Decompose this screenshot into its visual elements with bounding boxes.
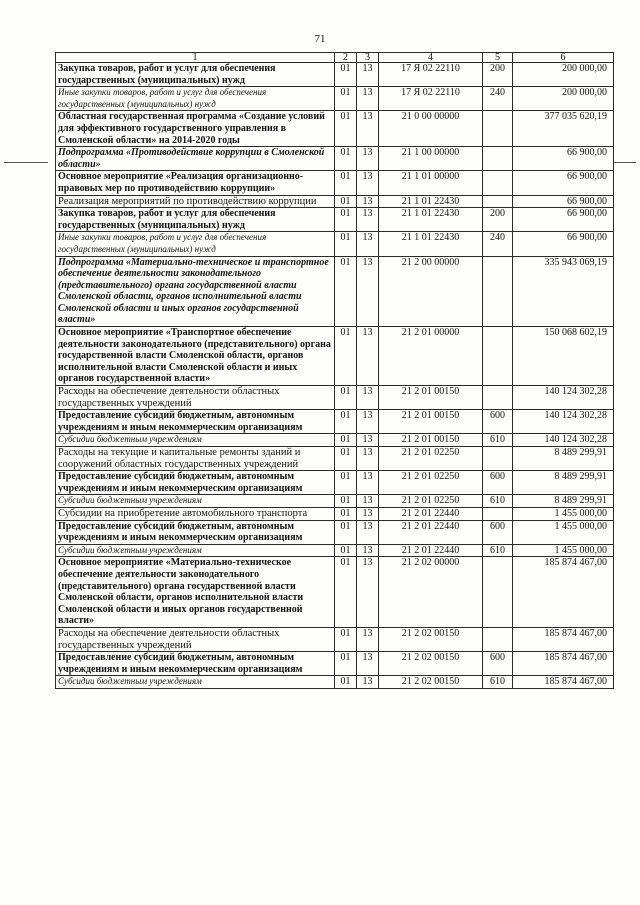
amount: 140 124 302,28 bbox=[513, 434, 614, 447]
target-article-code: 21 2 02 00000 bbox=[379, 557, 483, 628]
target-article-code: 21 2 01 02250 bbox=[379, 471, 483, 495]
table-row bbox=[56, 627, 614, 651]
section-code: 01 bbox=[335, 447, 357, 471]
subsection-code: 13 bbox=[357, 495, 379, 508]
amount: 66 900,00 bbox=[513, 208, 614, 232]
expense-type-code: 600 bbox=[483, 471, 513, 495]
table-row bbox=[56, 495, 614, 508]
expense-type-code bbox=[483, 256, 513, 327]
subsection-code: 13 bbox=[357, 386, 379, 410]
expense-type-code: 200 bbox=[483, 63, 513, 87]
section-code: 01 bbox=[335, 386, 357, 410]
subsection-code: 13 bbox=[357, 63, 379, 87]
amount: 1 455 000,00 bbox=[513, 507, 614, 520]
subsection-code: 13 bbox=[357, 447, 379, 471]
expense-type-code bbox=[483, 195, 513, 208]
row-description: Основное мероприятие «Реализация организационно-правовых мер по противодействию коррупции» bbox=[56, 171, 335, 195]
subsection-code: 13 bbox=[357, 208, 379, 232]
table-row bbox=[56, 327, 614, 386]
table-row bbox=[56, 507, 614, 520]
table-row bbox=[56, 544, 614, 557]
amount: 8 489 299,91 bbox=[513, 447, 614, 471]
expense-type-code: 240 bbox=[483, 232, 513, 256]
table-row bbox=[56, 410, 614, 434]
expense-type-code: 610 bbox=[483, 495, 513, 508]
table-row bbox=[56, 520, 614, 544]
section-code: 01 bbox=[335, 434, 357, 447]
section-code: 01 bbox=[335, 652, 357, 676]
target-article-code: 21 2 01 02250 bbox=[379, 447, 483, 471]
margin-mark bbox=[614, 162, 636, 163]
row-description: Подпрограмма «Материально-техническое и транспортное обеспечение деятельности законодательного (представительного) органа государственной власти Смоленской области, органов исполнительной власти Смоленской области и иных органов государственной власти» bbox=[56, 256, 335, 327]
amount: 8 489 299,91 bbox=[513, 471, 614, 495]
amount: 66 900,00 bbox=[513, 171, 614, 195]
row-description: Иные закупки товаров, работ и услуг для обеспечения государственных (муниципальных) нужд bbox=[56, 232, 335, 256]
row-description: Субсидии бюджетным учреждениям bbox=[56, 434, 335, 447]
subsection-code: 13 bbox=[357, 676, 379, 689]
subsection-code: 13 bbox=[357, 195, 379, 208]
amount: 1 455 000,00 bbox=[513, 544, 614, 557]
target-article-code: 21 1 01 22430 bbox=[379, 208, 483, 232]
expense-type-code bbox=[483, 147, 513, 171]
amount: 185 874 467,00 bbox=[513, 627, 614, 651]
amount: 140 124 302,28 bbox=[513, 410, 614, 434]
amount: 335 943 069,19 bbox=[513, 256, 614, 327]
table-row bbox=[56, 471, 614, 495]
amount: 66 900,00 bbox=[513, 232, 614, 256]
subsection-code: 13 bbox=[357, 147, 379, 171]
column-header: 5 bbox=[483, 53, 513, 63]
section-code: 01 bbox=[335, 208, 357, 232]
row-description: Предоставление субсидий бюджетным, автономным учреждениям и иным некоммерческим организациям bbox=[56, 520, 335, 544]
target-article-code: 21 2 01 00000 bbox=[379, 327, 483, 386]
section-code: 01 bbox=[335, 495, 357, 508]
amount: 66 900,00 bbox=[513, 195, 614, 208]
table-row bbox=[56, 447, 614, 471]
expense-type-code: 610 bbox=[483, 676, 513, 689]
expense-type-code bbox=[483, 327, 513, 386]
target-article-code: 21 1 01 00000 bbox=[379, 171, 483, 195]
section-code: 01 bbox=[335, 507, 357, 520]
target-article-code: 21 2 01 22440 bbox=[379, 544, 483, 557]
amount: 8 489 299,91 bbox=[513, 495, 614, 508]
amount: 66 900,00 bbox=[513, 147, 614, 171]
table-header-row bbox=[56, 53, 614, 63]
subsection-code: 13 bbox=[357, 520, 379, 544]
expense-type-code bbox=[483, 171, 513, 195]
target-article-code: 21 2 02 00150 bbox=[379, 652, 483, 676]
table-row bbox=[56, 256, 614, 327]
target-article-code: 21 2 01 00150 bbox=[379, 434, 483, 447]
section-code: 01 bbox=[335, 171, 357, 195]
row-description: Основное мероприятие «Материально-техническое обеспечение деятельности законодательного (представительного) органа государственной власти Смоленской области, органов исполнительной власти Смоленской области и иных органов государственной власти» bbox=[56, 557, 335, 628]
subsection-code: 13 bbox=[357, 410, 379, 434]
table-row bbox=[56, 652, 614, 676]
expense-type-code: 610 bbox=[483, 434, 513, 447]
expense-type-code: 600 bbox=[483, 520, 513, 544]
subsection-code: 13 bbox=[357, 111, 379, 147]
subsection-code: 13 bbox=[357, 171, 379, 195]
table-row bbox=[56, 232, 614, 256]
row-description: Предоставление субсидий бюджетным, автономным учреждениям и иным некоммерческим организациям bbox=[56, 652, 335, 676]
row-description: Реализация мероприятий по противодействию коррупции bbox=[56, 195, 335, 208]
target-article-code: 21 1 00 00000 bbox=[379, 147, 483, 171]
target-article-code: 21 1 01 22430 bbox=[379, 232, 483, 256]
row-description: Субсидии бюджетным учреждениям bbox=[56, 676, 335, 689]
section-code: 01 bbox=[335, 557, 357, 628]
subsection-code: 13 bbox=[357, 327, 379, 386]
expense-type-code bbox=[483, 111, 513, 147]
section-code: 01 bbox=[335, 327, 357, 386]
row-description: Расходы на текущие и капитальные ремонты зданий и сооружений областных государственных учреждений bbox=[56, 447, 335, 471]
target-article-code: 21 2 02 00150 bbox=[379, 627, 483, 651]
table-row bbox=[56, 147, 614, 171]
section-code: 01 bbox=[335, 256, 357, 327]
expense-type-code bbox=[483, 447, 513, 471]
subsection-code: 13 bbox=[357, 434, 379, 447]
subsection-code: 13 bbox=[357, 652, 379, 676]
amount: 200 000,00 bbox=[513, 87, 614, 111]
row-description: Субсидии на приобретение автомобильного транспорта bbox=[56, 507, 335, 520]
table-row bbox=[56, 111, 614, 147]
table-row bbox=[56, 171, 614, 195]
subsection-code: 13 bbox=[357, 557, 379, 628]
target-article-code: 21 2 01 22440 bbox=[379, 507, 483, 520]
row-description: Областная государственная программа «Создание условий для эффективного государственного управления в Смоленской области» на 2014-2020 годы bbox=[56, 111, 335, 147]
column-header: 2 bbox=[335, 53, 357, 63]
subsection-code: 13 bbox=[357, 87, 379, 111]
row-description: Предоставление субсидий бюджетным, автономным учреждениям и иным некоммерческим организациям bbox=[56, 410, 335, 434]
column-header: 4 bbox=[379, 53, 483, 63]
subsection-code: 13 bbox=[357, 471, 379, 495]
table-row bbox=[56, 87, 614, 111]
table-row bbox=[56, 386, 614, 410]
target-article-code: 17 Я 02 22110 bbox=[379, 87, 483, 111]
row-description: Закупка товаров, работ и услуг для обеспечения государственных (муниципальных) нужд bbox=[56, 208, 335, 232]
section-code: 01 bbox=[335, 410, 357, 434]
expense-type-code: 240 bbox=[483, 87, 513, 111]
column-header: 1 bbox=[56, 53, 335, 63]
target-article-code: 21 1 01 22430 bbox=[379, 195, 483, 208]
section-code: 01 bbox=[335, 195, 357, 208]
expense-type-code: 610 bbox=[483, 544, 513, 557]
row-description: Предоставление субсидий бюджетным, автономным учреждениям и иным некоммерческим организациям bbox=[56, 471, 335, 495]
table-row bbox=[56, 208, 614, 232]
section-code: 01 bbox=[335, 627, 357, 651]
row-description: Субсидии бюджетным учреждениям bbox=[56, 544, 335, 557]
expense-type-code: 200 bbox=[483, 208, 513, 232]
section-code: 01 bbox=[335, 63, 357, 87]
section-code: 01 bbox=[335, 232, 357, 256]
row-description: Расходы на обеспечение деятельности областных государственных учреждений bbox=[56, 386, 335, 410]
section-code: 01 bbox=[335, 544, 357, 557]
subsection-code: 13 bbox=[357, 507, 379, 520]
table-row bbox=[56, 676, 614, 689]
expense-type-code bbox=[483, 557, 513, 628]
expense-type-code bbox=[483, 627, 513, 651]
row-description: Иные закупки товаров, работ и услуг для обеспечения государственных (муниципальных) нужд bbox=[56, 87, 335, 111]
section-code: 01 bbox=[335, 520, 357, 544]
margin-mark bbox=[4, 162, 48, 163]
section-code: 01 bbox=[335, 111, 357, 147]
row-description: Закупка товаров, работ и услуг для обеспечения государственных (муниципальных) нужд bbox=[56, 63, 335, 87]
row-description: Основное мероприятие «Транспортное обеспечение деятельности законодательного (представительного) органа государственной власти Смоленской области, органов исполнительной власти Смоленской области и иных органов государственной власти» bbox=[56, 327, 335, 386]
subsection-code: 13 bbox=[357, 256, 379, 327]
budget-table bbox=[55, 52, 614, 689]
amount: 150 068 602,19 bbox=[513, 327, 614, 386]
amount: 1 455 000,00 bbox=[513, 520, 614, 544]
amount: 377 035 620,19 bbox=[513, 111, 614, 147]
amount: 185 874 467,00 bbox=[513, 652, 614, 676]
target-article-code: 21 2 01 00150 bbox=[379, 410, 483, 434]
expense-type-code bbox=[483, 386, 513, 410]
table-row bbox=[56, 63, 614, 87]
table-row bbox=[56, 195, 614, 208]
row-description: Подпрограмма «Противодействие коррупции в Смоленской области» bbox=[56, 147, 335, 171]
expense-type-code bbox=[483, 507, 513, 520]
row-description: Расходы на обеспечение деятельности областных государственных учреждений bbox=[56, 627, 335, 651]
row-description: Субсидии бюджетным учреждениям bbox=[56, 495, 335, 508]
amount: 140 124 302,28 bbox=[513, 386, 614, 410]
table-row bbox=[56, 434, 614, 447]
section-code: 01 bbox=[335, 471, 357, 495]
target-article-code: 17 Я 02 22110 bbox=[379, 63, 483, 87]
subsection-code: 13 bbox=[357, 627, 379, 651]
target-article-code: 21 0 00 00000 bbox=[379, 111, 483, 147]
amount: 185 874 467,00 bbox=[513, 676, 614, 689]
column-header: 6 bbox=[513, 53, 614, 63]
table-row bbox=[56, 557, 614, 628]
target-article-code: 21 2 01 22440 bbox=[379, 520, 483, 544]
subsection-code: 13 bbox=[357, 232, 379, 256]
amount: 200 000,00 bbox=[513, 63, 614, 87]
section-code: 01 bbox=[335, 87, 357, 111]
amount: 185 874 467,00 bbox=[513, 557, 614, 628]
expense-type-code: 600 bbox=[483, 410, 513, 434]
section-code: 01 bbox=[335, 147, 357, 171]
column-header: 3 bbox=[357, 53, 379, 63]
subsection-code: 13 bbox=[357, 544, 379, 557]
target-article-code: 21 2 01 02250 bbox=[379, 495, 483, 508]
target-article-code: 21 2 00 00000 bbox=[379, 256, 483, 327]
page-number: 71 bbox=[314, 33, 326, 45]
table-body bbox=[56, 63, 614, 689]
target-article-code: 21 2 02 00150 bbox=[379, 676, 483, 689]
expense-type-code: 600 bbox=[483, 652, 513, 676]
section-code: 01 bbox=[335, 676, 357, 689]
target-article-code: 21 2 01 00150 bbox=[379, 386, 483, 410]
